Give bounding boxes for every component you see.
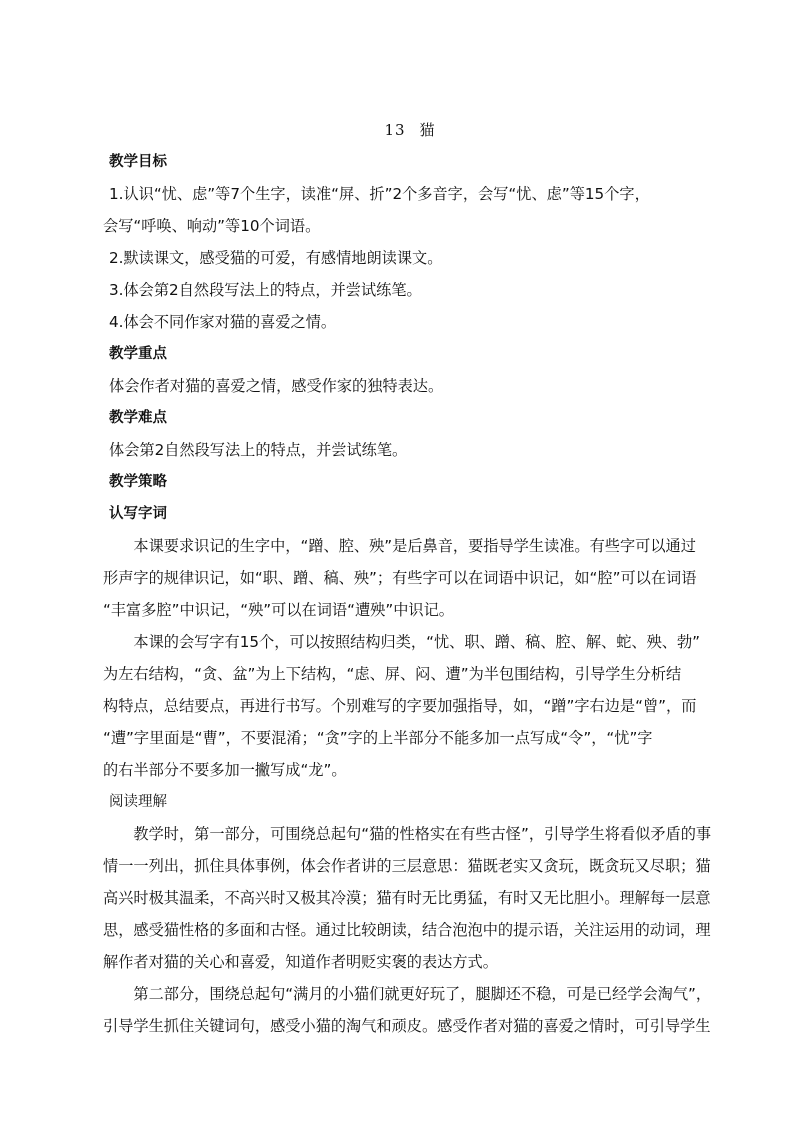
paragraph-line: 解作者对猫的关心和喜爱，知道作者明贬实褒的表达方式。	[103, 953, 498, 971]
lesson-number: 13	[384, 121, 406, 139]
difficulty-text: 体会第2自然段写法上的特点，并尝试练笔。	[109, 441, 408, 459]
words-paragraph-2	[103, 626, 717, 786]
lesson-name: 猫	[419, 121, 436, 139]
paragraph-line: 的右半部分不要多加一撇写成“龙”。	[103, 761, 347, 779]
paragraph-line: 形声字的规律识记，如“职、蹭、稿、殃”；有些字可以在词语中识记，如“腔”可以在词语	[103, 569, 697, 587]
key-points-text: 体会作者对猫的喜爱之情，感受作家的独特表达。	[109, 377, 444, 395]
paragraph-line: 引导学生抓住关键词句，感受小猫的淘气和顽皮。感受作者对猫的喜爱之情时，可引导学生	[103, 1017, 711, 1035]
paragraph-line: 构特点，总结要点，再进行书写。个别难写的字要加强指导，如，“蹭”字右边是“曾”，而	[103, 697, 697, 715]
objectives-heading: 教学目标	[109, 154, 167, 170]
document-body	[103, 114, 717, 1042]
paragraph-line: 本课要求识记的生字中，“蹭、腔、殃”是后鼻音，要指导学生读准。有些字可以通过	[133, 537, 696, 555]
paragraph-line: 为左右结构，“贪、盆”为上下结构，“虑、屏、闷、遭”为半包围结构，引导学生分析结	[103, 665, 682, 683]
reading-paragraph-2	[103, 978, 717, 1042]
paragraph-line: 教学时，第一部分，可围绕总起句“猫的性格实在有些古怪”，引导学生将看似矛盾的事	[133, 825, 712, 843]
paragraph-line: “丰富多腔”中识记，“殃”可以在词语“遭殃”中识记。	[103, 601, 454, 619]
paragraph-line: 本课的会写字有15个，可以按照结构归类，“忧、职、蹭、稿、腔、解、蛇、殃、勃”	[133, 633, 701, 651]
words-heading: 认写字词	[109, 506, 167, 522]
words-paragraph-1	[103, 530, 717, 626]
paragraph-line: 情一一列出，抓住具体事例，体会作者讲的三层意思：猫既老实又贪玩，既贪玩又尽职；猫	[103, 857, 711, 875]
objective-2: 2.默读课文，感受猫的可爱，有感情地朗读课文。	[109, 249, 443, 267]
paragraph-line: 第二部分，围绕总起句“满月的小猫们就更好玩了，腿脚还不稳，可是已经学会淘气”，	[133, 985, 712, 1003]
lesson-title	[103, 114, 717, 146]
objectives-list	[103, 178, 717, 338]
objective-1-line-1: 1.认识“忧、虑”等7个生字，读准“屏、折”2个多音字，会写“忧、虑”等15个字，	[109, 185, 650, 203]
key-points-heading: 教学重点	[109, 346, 167, 362]
difficulty-heading: 教学难点	[109, 410, 167, 426]
objective-4: 4.体会不同作家对猫的喜爱之情。	[109, 313, 337, 331]
paragraph-line: 思，感受猫性格的多面和古怪。通过比较朗读，结合泡泡中的提示语，关注运用的动词，理	[103, 921, 711, 939]
paragraph-line: “遭”字里面是“曹”，不要混淆；“贪”字的上半部分不能多加一点写成“令”，“忧”字	[103, 729, 653, 747]
reading-heading: 阅读理解	[109, 794, 167, 810]
objective-3: 3.体会第2自然段写法上的特点，并尝试练笔。	[109, 281, 422, 299]
paragraph-line: 高兴时极其温柔，不高兴时又极其冷漠；猫有时无比勇猛，有时又无比胆小。理解每一层意	[103, 889, 711, 907]
reading-paragraph-1	[103, 818, 717, 978]
strategy-heading: 教学策略	[109, 474, 167, 490]
objective-1-line-2: 会写“呼唤、响动”等10个词语。	[103, 217, 321, 235]
